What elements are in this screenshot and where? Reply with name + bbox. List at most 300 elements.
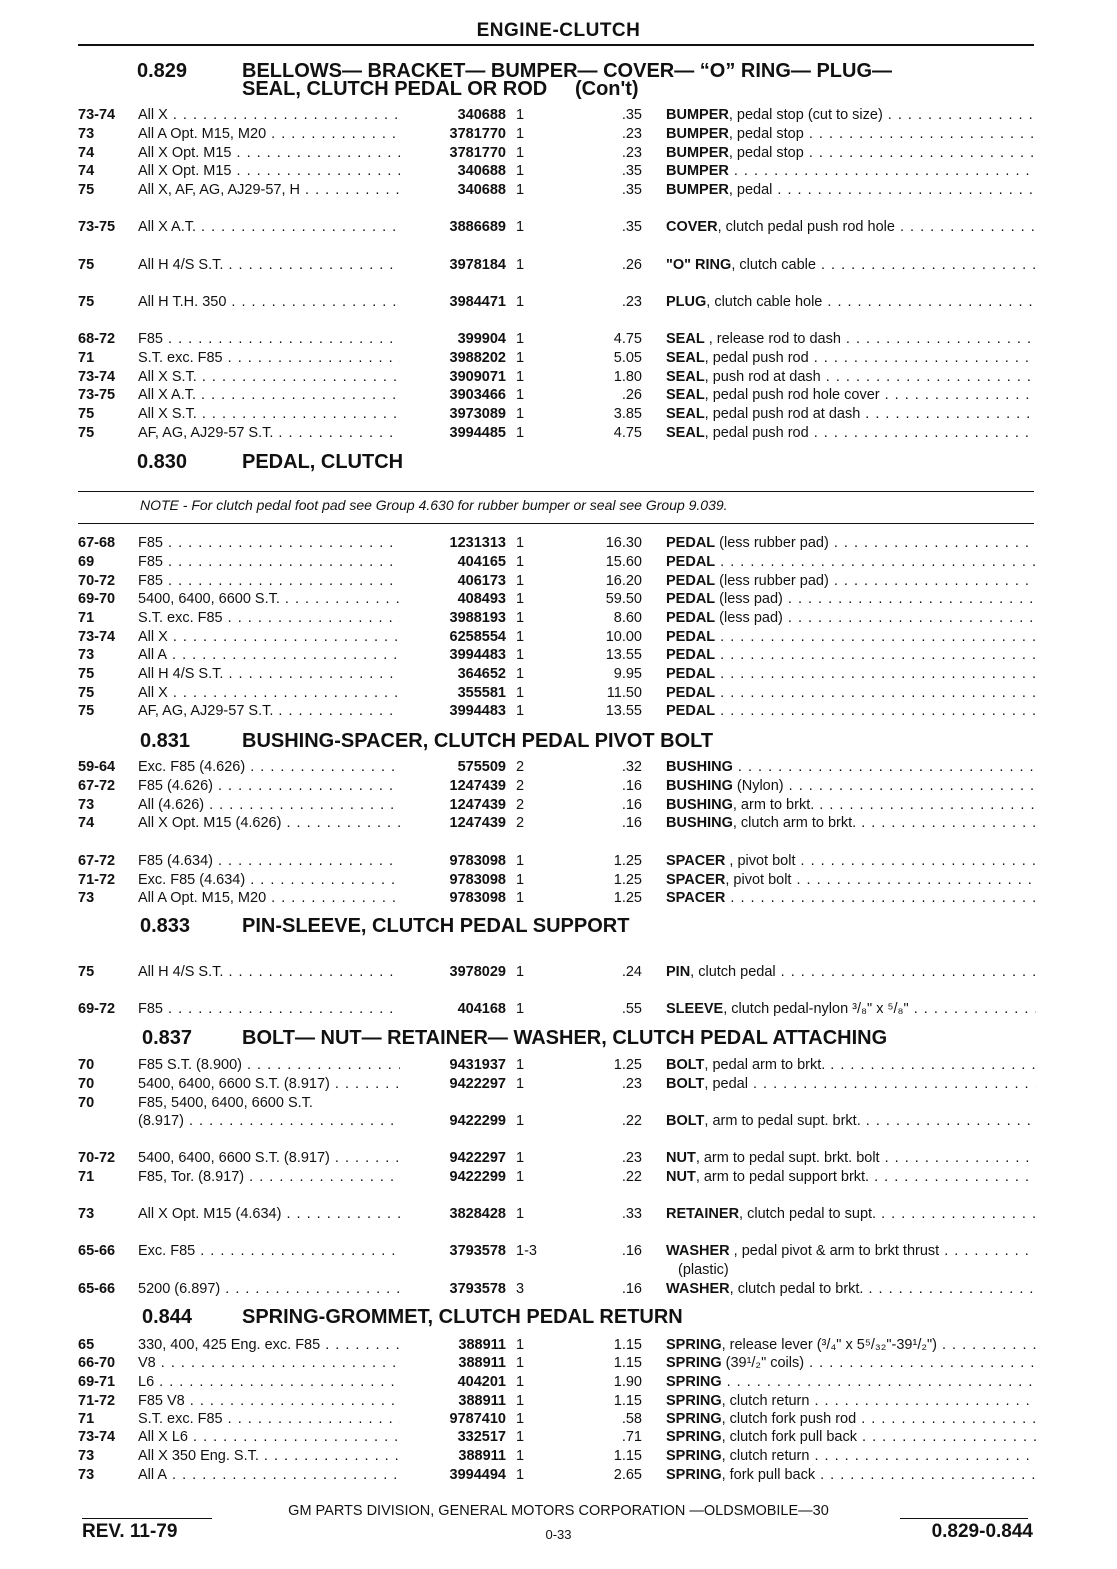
price: 16.30: [605, 535, 642, 551]
part-description: [666, 1242, 1036, 1260]
quantity: 2: [516, 815, 525, 831]
part-name: NUT: [666, 1169, 696, 1185]
price: .22: [621, 1113, 642, 1129]
part-description: [666, 963, 1036, 981]
part-detail: (less pad): [715, 610, 783, 626]
parts-row: [78, 368, 1036, 386]
model-application: S.T. exc. F85 . . .: [138, 609, 400, 627]
part-description: [666, 405, 1036, 423]
parts-row: [78, 609, 1036, 627]
part-detail: (less rubber pad): [715, 535, 829, 551]
model-application: All X A.T. . . .: [138, 386, 400, 404]
part-description: [666, 702, 1036, 720]
part-description: [666, 1447, 1036, 1465]
model-application: F85 V8 . . .: [138, 1392, 400, 1410]
revision-label: REV. 11-79: [82, 1521, 178, 1542]
model-application: F85 . . .: [138, 572, 400, 590]
part-name: SPRING: [666, 1467, 722, 1483]
model-year: 65-66: [78, 1281, 116, 1297]
model-year: 73: [78, 797, 95, 813]
quantity: 1: [516, 1169, 525, 1185]
part-name: SPRING: [666, 1374, 722, 1390]
part-number: 1247439: [449, 815, 506, 831]
price: .55: [621, 1001, 642, 1017]
part-description: [666, 1373, 1036, 1391]
price: 16.20: [605, 573, 642, 589]
parts-row: [78, 405, 1036, 423]
model-year: 75: [78, 703, 95, 719]
part-detail: , clutch pedal-nylon ³/₈" x ⁵/₈": [723, 1001, 909, 1017]
part-number: 3994483: [449, 703, 506, 719]
price: 1.80: [613, 369, 642, 385]
price: 1.25: [613, 853, 642, 869]
part-name: SPACER: [666, 872, 726, 888]
model-year: 69-72: [78, 1001, 116, 1017]
part-name: BUMPER: [666, 126, 729, 142]
part-name: WASHER: [666, 1281, 730, 1297]
part-description: [666, 1280, 1036, 1298]
part-name: BOLT: [666, 1057, 705, 1073]
price: .23: [621, 1076, 642, 1092]
quantity: 1: [516, 1150, 525, 1166]
quantity: 1: [516, 1374, 525, 1390]
model-year: 71: [78, 350, 95, 366]
price: .58: [621, 1411, 642, 1427]
quantity: 2: [516, 778, 525, 794]
part-detail: (39¹/₂" coils): [721, 1355, 805, 1371]
part-description: [666, 256, 1036, 274]
part-description: [666, 777, 1036, 795]
price: 13.55: [605, 647, 642, 663]
part-number: 3978029: [449, 964, 506, 980]
part-description: [666, 1112, 1036, 1130]
model-year: 71-72: [78, 872, 116, 888]
parts-row: [78, 330, 1036, 348]
model-application: (8.917) . . .: [138, 1112, 400, 1130]
part-number: 3988202: [449, 350, 506, 366]
price: .33: [621, 1206, 642, 1222]
price: 59.50: [605, 591, 642, 607]
footer-division: GM PARTS DIVISION, GENERAL MOTORS CORPORATION —OLDSMOBILE—30: [288, 1503, 829, 1519]
price: 1.25: [613, 890, 642, 906]
part-name: SPRING: [666, 1429, 722, 1445]
price: .32: [621, 759, 642, 775]
part-number: 404201: [457, 1374, 506, 1390]
price: 10.00: [605, 629, 642, 645]
quantity: 1: [516, 535, 525, 551]
part-number: 3973089: [449, 406, 506, 422]
part-description: [666, 758, 1036, 776]
section-number: 0.831: [140, 730, 191, 752]
price: 8.60: [613, 610, 642, 626]
part-description: [666, 889, 1036, 907]
part-number: 3988193: [449, 610, 506, 626]
part-number: 3781770: [449, 145, 506, 161]
model-year: 74: [78, 163, 95, 179]
price: .16: [621, 778, 642, 794]
model-year: 73-74: [78, 629, 116, 645]
part-description: [666, 1149, 1036, 1167]
price: 9.95: [613, 666, 642, 682]
part-name: BUMPER: [666, 145, 729, 161]
part-name: "O" RING: [666, 257, 732, 273]
price: 1.90: [613, 1374, 642, 1390]
quantity: 1: [516, 1467, 525, 1483]
parts-row: [78, 758, 1036, 776]
part-description: [666, 814, 1036, 832]
part-name: BUMPER: [666, 163, 729, 179]
part-number: 388911: [458, 1393, 506, 1409]
parts-row: [78, 1336, 1036, 1354]
model-application: All X . . .: [138, 684, 400, 702]
part-number: 332517: [457, 1429, 506, 1445]
quantity: 1: [516, 666, 525, 682]
part-detail: , pivot bolt: [725, 872, 792, 888]
price: .23: [621, 126, 642, 142]
quantity: 1: [516, 107, 525, 123]
model-year: 67-68: [78, 535, 116, 551]
quantity: 1: [516, 1206, 525, 1222]
quantity: 1: [516, 685, 525, 701]
price: 13.55: [605, 703, 642, 719]
part-detail: , arm to brkt.: [732, 797, 815, 813]
part-number: 388911: [458, 1355, 506, 1371]
part-name: BUSHING: [666, 759, 733, 775]
part-name: BUMPER: [666, 107, 729, 123]
quantity: 1: [516, 182, 525, 198]
part-number: 355581: [457, 685, 506, 701]
part-description: [666, 1428, 1036, 1446]
model-year: 71: [78, 610, 95, 626]
part-description: [666, 1056, 1036, 1074]
model-year: 69: [78, 554, 95, 570]
section-note: NOTE - For clutch pedal foot pad see Group 4.630 for rubber bumper or seal see Group 9.039.: [140, 497, 728, 513]
section-title-continued: SEAL, CLUTCH PEDAL OR ROD (Con't): [242, 78, 639, 100]
quantity: 1: [516, 853, 525, 869]
part-description: [666, 1392, 1036, 1410]
price: 11.50: [606, 685, 642, 701]
quantity: 2: [516, 797, 525, 813]
part-name: PEDAL: [666, 535, 716, 551]
parts-row: [78, 162, 1036, 180]
part-number: 364652: [457, 666, 506, 682]
part-description: [666, 162, 1036, 180]
part-description: [666, 1000, 1036, 1018]
part-number: 388911: [458, 1448, 506, 1464]
quantity: 1: [516, 1113, 525, 1129]
parts-row: [78, 1056, 1036, 1074]
part-name: BUSHING: [666, 797, 733, 813]
part-name: PIN: [666, 964, 691, 980]
price: 1.25: [613, 872, 642, 888]
part-description: [666, 665, 1036, 683]
price: .24: [621, 964, 642, 980]
price: .35: [621, 219, 642, 235]
part-number: 9422299: [449, 1113, 506, 1129]
model-application: 5400, 6400, 6600 S.T. . . .: [138, 590, 400, 608]
parts-row: [78, 1354, 1036, 1372]
section-number: 0.844: [142, 1306, 193, 1328]
part-number: 404168: [457, 1001, 506, 1017]
part-description: [666, 181, 1036, 199]
model-year: 75: [78, 182, 95, 198]
part-detail: , clutch pedal to brkt.: [729, 1281, 864, 1297]
part-name: PEDAL: [666, 573, 716, 589]
part-description: [666, 572, 1036, 590]
part-description: [666, 349, 1036, 367]
part-name: BUSHING: [666, 815, 733, 831]
price: .23: [621, 1150, 642, 1166]
quantity: 1: [516, 126, 525, 142]
part-number: 3994494: [449, 1467, 506, 1483]
part-detail: (less rubber pad): [715, 573, 829, 589]
model-application: All X Opt. M15 . . .: [138, 144, 400, 162]
section-number: 0.833: [140, 915, 191, 937]
part-detail: , clutch return: [721, 1448, 810, 1464]
part-description: [666, 871, 1036, 889]
part-description: [666, 684, 1036, 702]
part-description: [666, 1205, 1036, 1223]
model-application: F85 . . .: [138, 330, 400, 348]
parts-row: [78, 590, 1036, 608]
parts-row: [78, 1242, 1036, 1260]
model-year: 75: [78, 964, 95, 980]
part-description: [666, 1168, 1036, 1186]
page-range: 0.829-0.844: [931, 1521, 1033, 1542]
part-detail: , pedal: [728, 182, 773, 198]
part-number: 9431937: [449, 1057, 506, 1073]
model-year: 66-70: [78, 1355, 116, 1371]
model-year: 70: [78, 1076, 95, 1092]
part-number: 3793578: [449, 1243, 506, 1259]
part-number: 9783098: [449, 853, 506, 869]
parts-row: [78, 628, 1036, 646]
parts-row: [78, 852, 1036, 870]
page-title: ENGINE-CLUTCH: [476, 20, 641, 41]
model-application: Exc. F85 (4.634) . . .: [138, 871, 400, 889]
model-year: 69-71: [78, 1374, 116, 1390]
quantity: 1: [516, 647, 525, 663]
model-application: L6 . . .: [138, 1373, 400, 1391]
part-number: 3984471: [449, 294, 506, 310]
part-description: [666, 386, 1036, 404]
part-description: [666, 1410, 1036, 1428]
part-name: PEDAL: [666, 610, 716, 626]
part-detail: (plastic): [678, 1262, 729, 1278]
model-year: 65-66: [78, 1243, 116, 1259]
part-detail: , pedal stop (cut to size): [728, 107, 883, 123]
part-name: PEDAL: [666, 666, 716, 682]
model-application: All X Opt. M15 (4.626) . . .: [138, 814, 400, 832]
part-detail: (Nylon): [732, 778, 784, 794]
parts-row: [78, 144, 1036, 162]
model-application: All H T.H. 350 . . .: [138, 293, 400, 311]
model-application: All X Opt. M15 (4.634) . . .: [138, 1205, 400, 1223]
parts-row: [78, 889, 1036, 907]
part-detail: , release rod to dash: [704, 331, 841, 347]
model-year: 75: [78, 257, 95, 273]
part-name: SEAL: [666, 425, 705, 441]
parts-row: [78, 1373, 1036, 1391]
part-number: 340688: [457, 182, 506, 198]
quantity: 1: [516, 163, 525, 179]
parts-row: [78, 702, 1036, 720]
part-number: 9783098: [449, 890, 506, 906]
model-application: All H 4/S S.T. . . .: [138, 665, 400, 683]
model-year: 75: [78, 666, 95, 682]
parts-row: [78, 1112, 1036, 1130]
model-application: All X S.T. . . .: [138, 405, 400, 423]
model-year: 73: [78, 1448, 95, 1464]
price: .16: [621, 797, 642, 813]
part-number: 9422299: [449, 1169, 506, 1185]
quantity: 1: [516, 554, 525, 570]
model-application: All H 4/S S.T. . . .: [138, 256, 400, 274]
price: 1.15: [613, 1337, 642, 1353]
price: .26: [621, 387, 642, 403]
model-year: 67-72: [78, 853, 116, 869]
parts-row: [78, 646, 1036, 664]
model-year: 73-74: [78, 107, 116, 123]
model-application: F85, Tor. (8.917) . . .: [138, 1168, 400, 1186]
quantity: 1: [516, 610, 525, 626]
parts-row: [78, 349, 1036, 367]
quantity: 3: [516, 1281, 525, 1297]
price: 4.75: [613, 331, 642, 347]
part-name: PLUG: [666, 294, 707, 310]
parts-row: [78, 665, 1036, 683]
model-year: 73: [78, 647, 95, 663]
parts-row: [78, 1392, 1036, 1410]
quantity: 1-3: [516, 1243, 537, 1259]
model-application: All H 4/S S.T. . . .: [138, 963, 400, 981]
price: 15.60: [605, 554, 642, 570]
part-number: 9783098: [449, 872, 506, 888]
part-number: 1247439: [449, 797, 506, 813]
model-year: 65: [78, 1337, 95, 1353]
quantity: 1: [516, 425, 525, 441]
model-year: 74: [78, 815, 95, 831]
price: .71: [621, 1429, 642, 1445]
price: 1.25: [613, 1057, 642, 1073]
model-application: All X . . .: [138, 628, 400, 646]
quantity: 1: [516, 294, 525, 310]
part-number: 408493: [457, 591, 506, 607]
price: .22: [621, 1169, 642, 1185]
model-application: F85 (4.634) . . .: [138, 852, 400, 870]
price: .35: [621, 182, 642, 198]
model-year: 75: [78, 406, 95, 422]
model-year: 73-74: [78, 1429, 116, 1445]
note-rule-bottom: [78, 523, 1034, 524]
part-description: [666, 628, 1036, 646]
model-application: 5200 (6.897) . . .: [138, 1280, 400, 1298]
model-application: Exc. F85 (4.626) . . .: [138, 758, 400, 776]
part-detail: , arm to pedal supt. brkt. bolt: [695, 1150, 880, 1166]
model-year: 70: [78, 1057, 95, 1073]
parts-row: [78, 777, 1036, 795]
quantity: 1: [516, 1076, 525, 1092]
quantity: 1: [516, 406, 525, 422]
section-number: 0.830: [137, 451, 188, 473]
model-application: AF, AG, AJ29-57 S.T. . . .: [138, 424, 400, 442]
part-name: SPACER: [666, 890, 726, 906]
part-number: 9422297: [449, 1076, 506, 1092]
model-year: 71-72: [78, 1393, 116, 1409]
part-detail: , pedal push rod: [704, 350, 809, 366]
quantity: 1: [516, 1429, 525, 1445]
model-year: 73: [78, 1467, 95, 1483]
quantity: 1: [516, 629, 525, 645]
parts-row: [78, 1094, 1036, 1112]
model-year: 70-72: [78, 573, 116, 589]
quantity: 1: [516, 331, 525, 347]
part-detail: , clutch cable: [731, 257, 816, 273]
part-name: RETAINER: [666, 1206, 740, 1222]
parts-row: [78, 218, 1036, 236]
section-title: PIN-SLEEVE, CLUTCH PEDAL SUPPORT: [242, 915, 630, 937]
price: .23: [621, 294, 642, 310]
part-name: COVER: [666, 219, 718, 235]
quantity: 1: [516, 369, 525, 385]
part-name: SPRING: [666, 1393, 722, 1409]
price: .16: [621, 1281, 642, 1297]
model-year: 70-72: [78, 1150, 116, 1166]
part-description: [666, 646, 1036, 664]
model-year: 75: [78, 425, 95, 441]
note-rule-top: [78, 491, 1034, 492]
part-detail: , fork pull back: [721, 1467, 816, 1483]
part-name: SPRING: [666, 1337, 722, 1353]
part-description: [666, 330, 1036, 348]
part-description: [666, 424, 1036, 442]
part-detail: , pedal push rod hole cover: [704, 387, 880, 403]
model-application: All X 350 Eng. S.T. . . .: [138, 1447, 400, 1465]
model-application: All A Opt. M15, M20 . . .: [138, 125, 400, 143]
quantity: 1: [516, 219, 525, 235]
quantity: 2: [516, 759, 525, 775]
price: 4.75: [613, 425, 642, 441]
quantity: 1: [516, 1057, 525, 1073]
part-detail: , pedal: [704, 1076, 748, 1092]
price: .26: [621, 257, 642, 273]
price: .16: [621, 815, 642, 831]
model-application: All X, AF, AG, AJ29-57, H . . .: [138, 181, 400, 199]
parts-row: [78, 106, 1036, 124]
quantity: 1: [516, 1448, 525, 1464]
model-year: 75: [78, 685, 95, 701]
price: 1.15: [613, 1355, 642, 1371]
model-application: F85 . . .: [138, 534, 400, 552]
model-year: 73-75: [78, 219, 116, 235]
part-number: 1231313: [449, 535, 506, 551]
part-detail: , pedal push rod at dash: [704, 406, 861, 422]
model-year: 73-75: [78, 387, 116, 403]
model-application: All A . . .: [138, 1466, 400, 1484]
part-description: [666, 796, 1036, 814]
part-name: SPRING: [666, 1448, 722, 1464]
part-number: 3886689: [449, 219, 506, 235]
model-application: F85 (4.626) . . .: [138, 777, 400, 795]
part-detail: , clutch pedal push rod hole: [717, 219, 895, 235]
part-name: PEDAL: [666, 629, 716, 645]
quantity: 1: [516, 145, 525, 161]
parts-row: [78, 125, 1036, 143]
part-detail: , pedal stop: [728, 126, 804, 142]
parts-row: [78, 1149, 1036, 1167]
parts-row: [78, 293, 1036, 311]
parts-row: [78, 796, 1036, 814]
